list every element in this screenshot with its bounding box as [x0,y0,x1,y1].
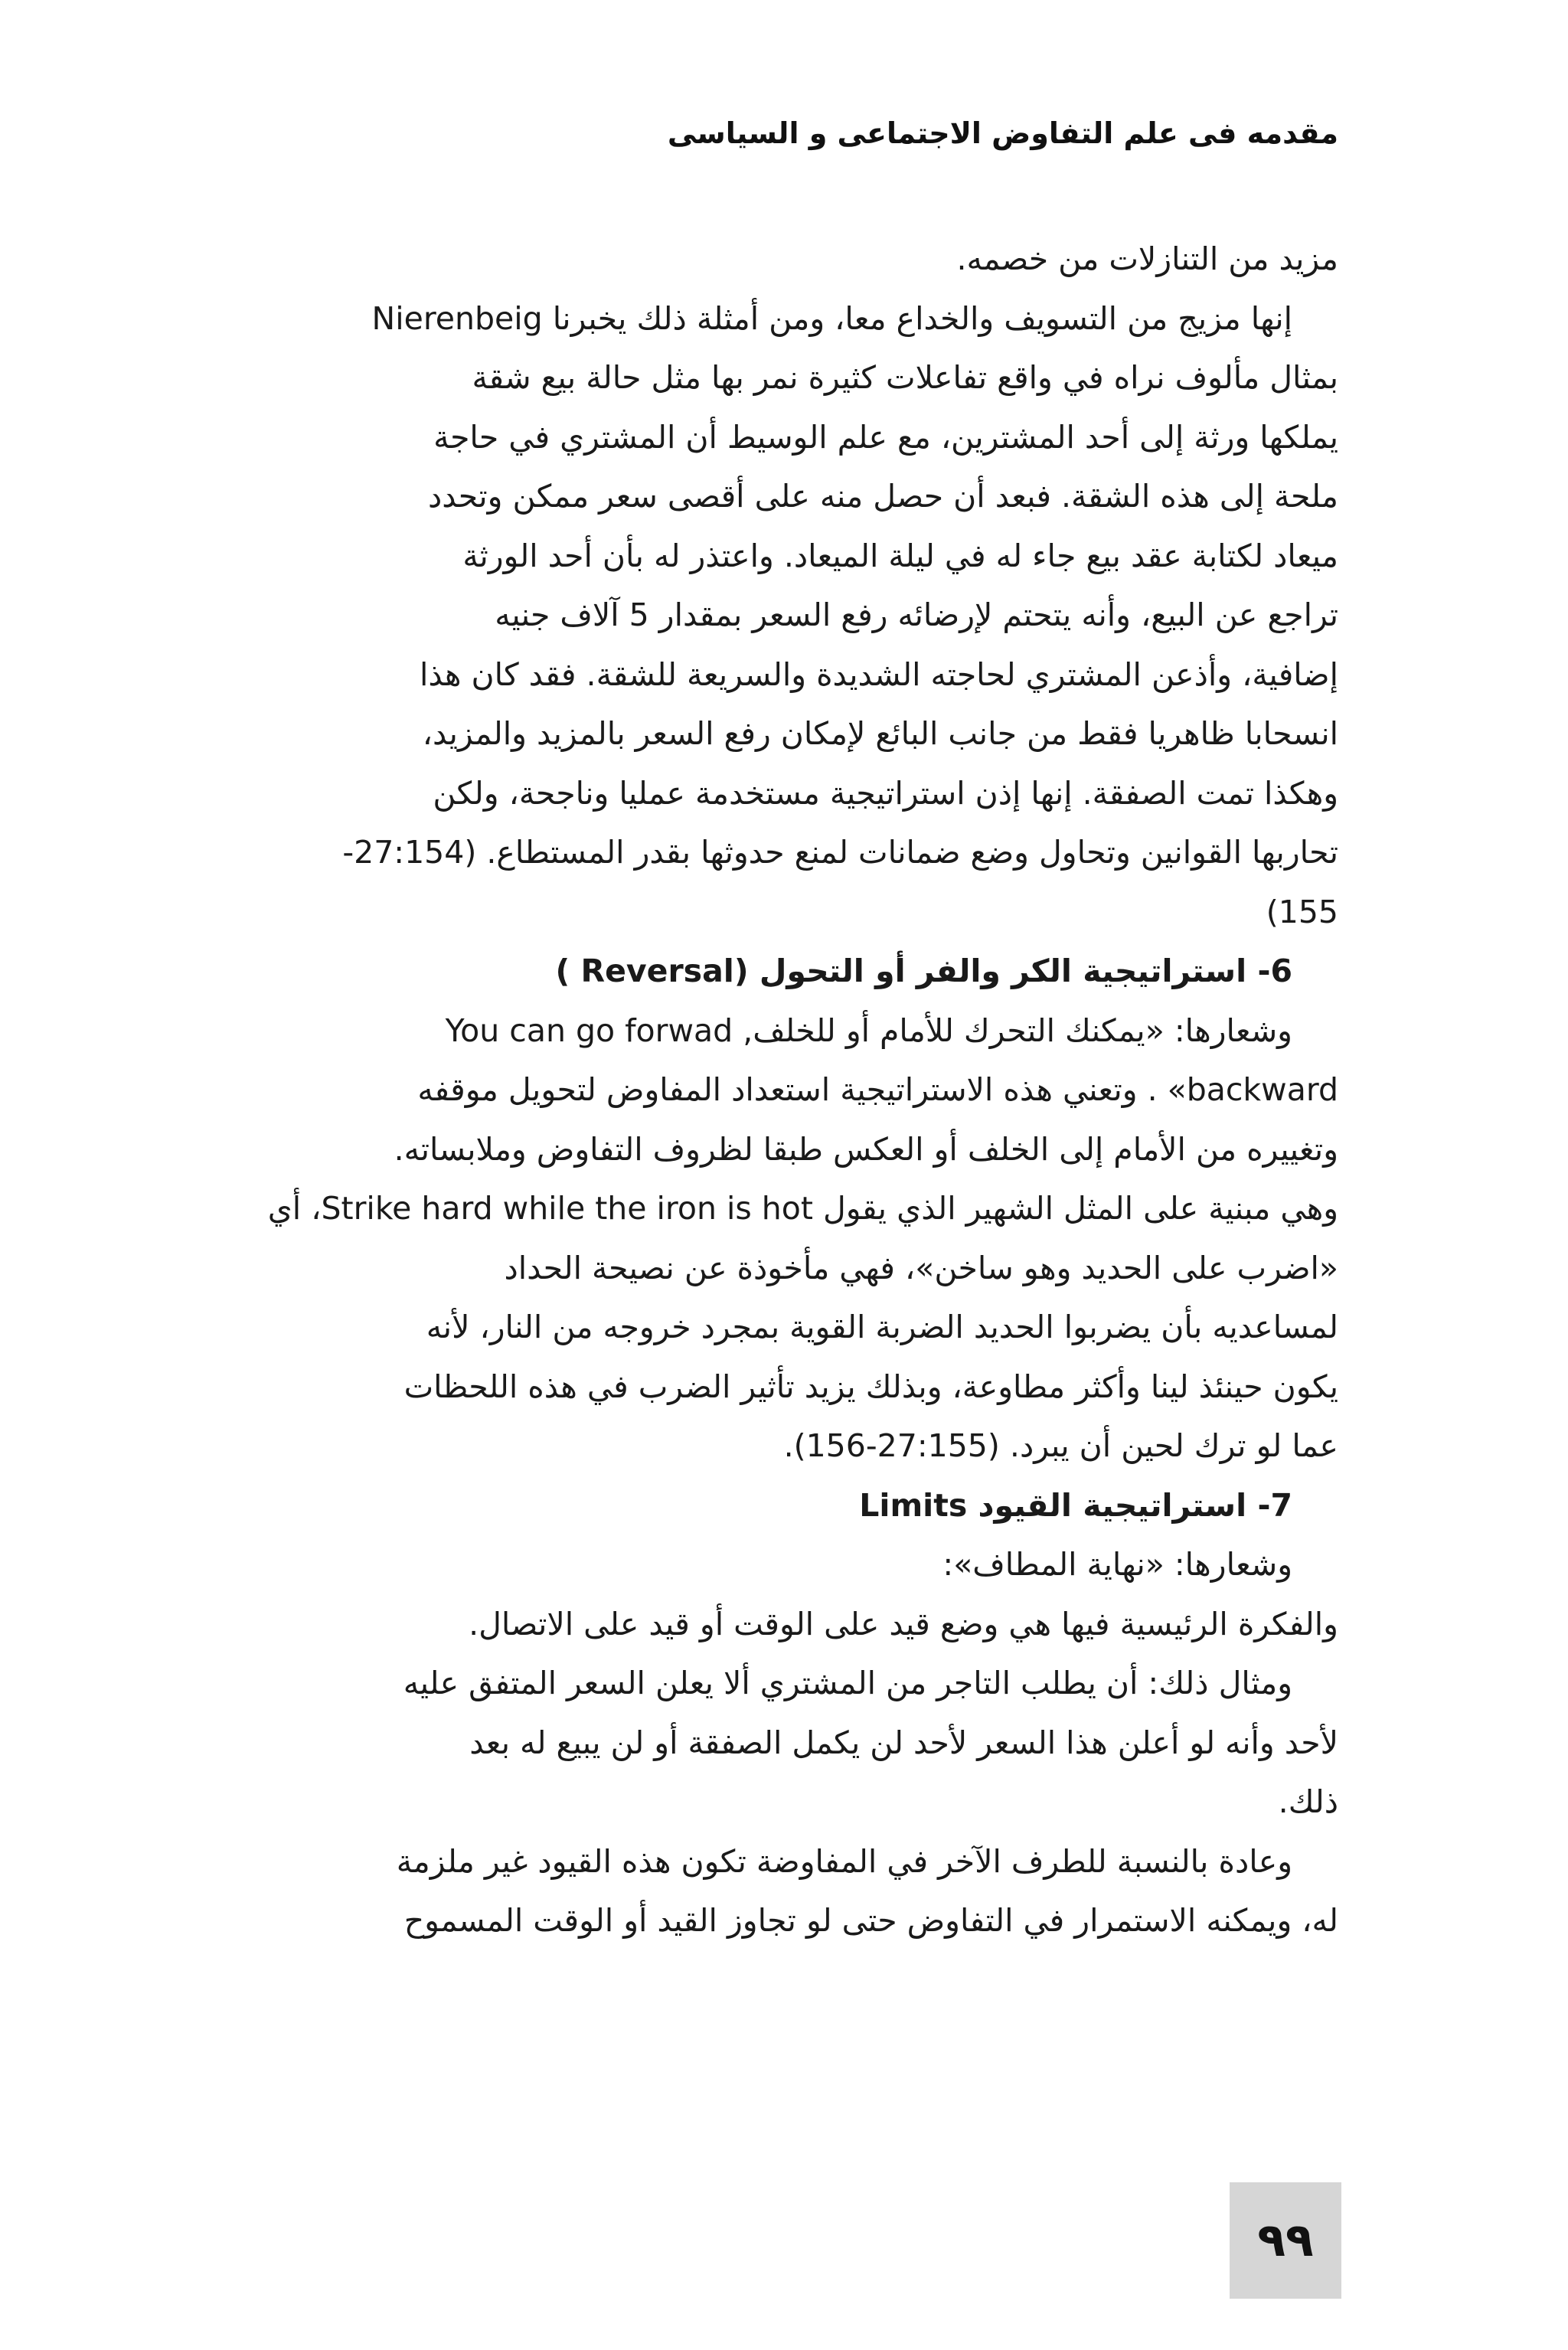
page-number: ٩٩ [1257,2214,1314,2267]
text-line: لأحد وأنه لو أعلن هذا السعر لأحد لن يكمل الصفقة أو لن يبيع له بعد [469,1724,1338,1761]
text-line: 155) [1266,893,1338,930]
text-line: مزيد من التنازلات من خصمه. [956,240,1338,277]
section-heading-6: 6- استراتيجية الكر والفر أو التحول (Reversal ) [555,953,1292,989]
text-line: تراجع عن البيع، وأنه يتحتم لإرضائه رفع السعر بمقدار 5 آلاف جنيه [495,596,1338,633]
text-line: وهي مبنية على المثل الشهير الذي يقول Strike hard while the iron is hot، أي [267,1190,1338,1227]
text-line: backward» . وتعني هذه الاستراتيجية استعداد المفاوض لتحويل موقفه [417,1071,1338,1108]
text-line: يملكها ورثة إلى أحد المشترين، مع علم الوسيط أن المشتري في حاجة [433,418,1338,456]
text-line: إضافية، وأذعن المشتري لحاجته الشديدة والسريعة للشقة. فقد كان هذا [419,655,1338,693]
text-line: يكون حينئذ لينا وأكثر مطاوعة، وبذلك يزيد تأثير الضرب في هذه اللحظات [403,1368,1338,1405]
text-line: ميعاد لكتابة عقد بيع جاء له في ليلة الميعاد. واعتذر له بأن أحد الورثة [462,537,1338,574]
page-number-box [1230,2182,1341,2299]
text-line: ملحة إلى هذه الشقة. فبعد أن حصل منه على أقصى سعر ممكن وتحدد [428,478,1338,515]
text-line: تحاربها القوانين وتحاول وضع ضمانات لمنع حدوثها بقدر المستطاع. (27:154- [342,834,1338,871]
text-line: والفكرة الرئيسية فيها هي وضع قيد على الوقت أو قيد على الاتصال. [469,1605,1338,1642]
text-line: بمثال مألوف نراه في واقع تفاعلات كثيرة نمر بها مثل حالة بيع شقة [472,359,1338,396]
text-line: له، ويمكنه الاستمرار في التفاوض حتى لو تجاوز القيد أو الوقت المسموح [403,1902,1338,1939]
text-line: وتغييره من الأمام إلى الخلف أو العكس طبقا لظروف التفاوض وملابساته. [394,1130,1338,1168]
text-line: انسحابا ظاهريا فقط من جانب البائع لإمكان رفع السعر بالمزيد والمزيد، [422,715,1338,752]
section-heading-7: 7- استراتيجية القيود Limits [859,1486,1292,1524]
text-line: لمساعديه بأن يضربوا الحديد الضربة القوية بمجرد خروجه من النار، لأنه [426,1309,1338,1345]
text-line: «اضرب على الحديد وهو ساخن»، فهي مأخوذة عن نصيحة الحداد [504,1249,1338,1286]
text-line: عما لو ترك لحين أن يبرد. (27:155-156). [783,1427,1338,1464]
text-line: وعادة بالنسبة للطرف الآخر في المفاوضة تكون هذه القيود غير ملزمة [396,1842,1292,1880]
text-line: وشعارها: «نهاية المطاف»: [942,1546,1292,1583]
text-line: وشعارها: «يمكنك التحرك للأمام أو للخلف, You can go forwad [445,1012,1292,1049]
running-header: مقدمه فى علم التفاوض الاجتماعى و السياسى [667,116,1338,150]
body-text [222,230,1338,1951]
text-line: وهكذا تمت الصفقة. إنها إذن استراتيجية مستخدمة عمليا وناجحة، ولكن [433,774,1338,812]
text-line: إنها مزيج من التسويف والخداع معا، ومن أمثلة ذلك يخبرنا Nierenbeig [371,299,1292,337]
text-line: ذلك. [1278,1783,1338,1820]
text-line: ومثال ذلك: أن يطلب التاجر من المشتري ألا يعلن السعر المتفق عليه [403,1665,1292,1701]
